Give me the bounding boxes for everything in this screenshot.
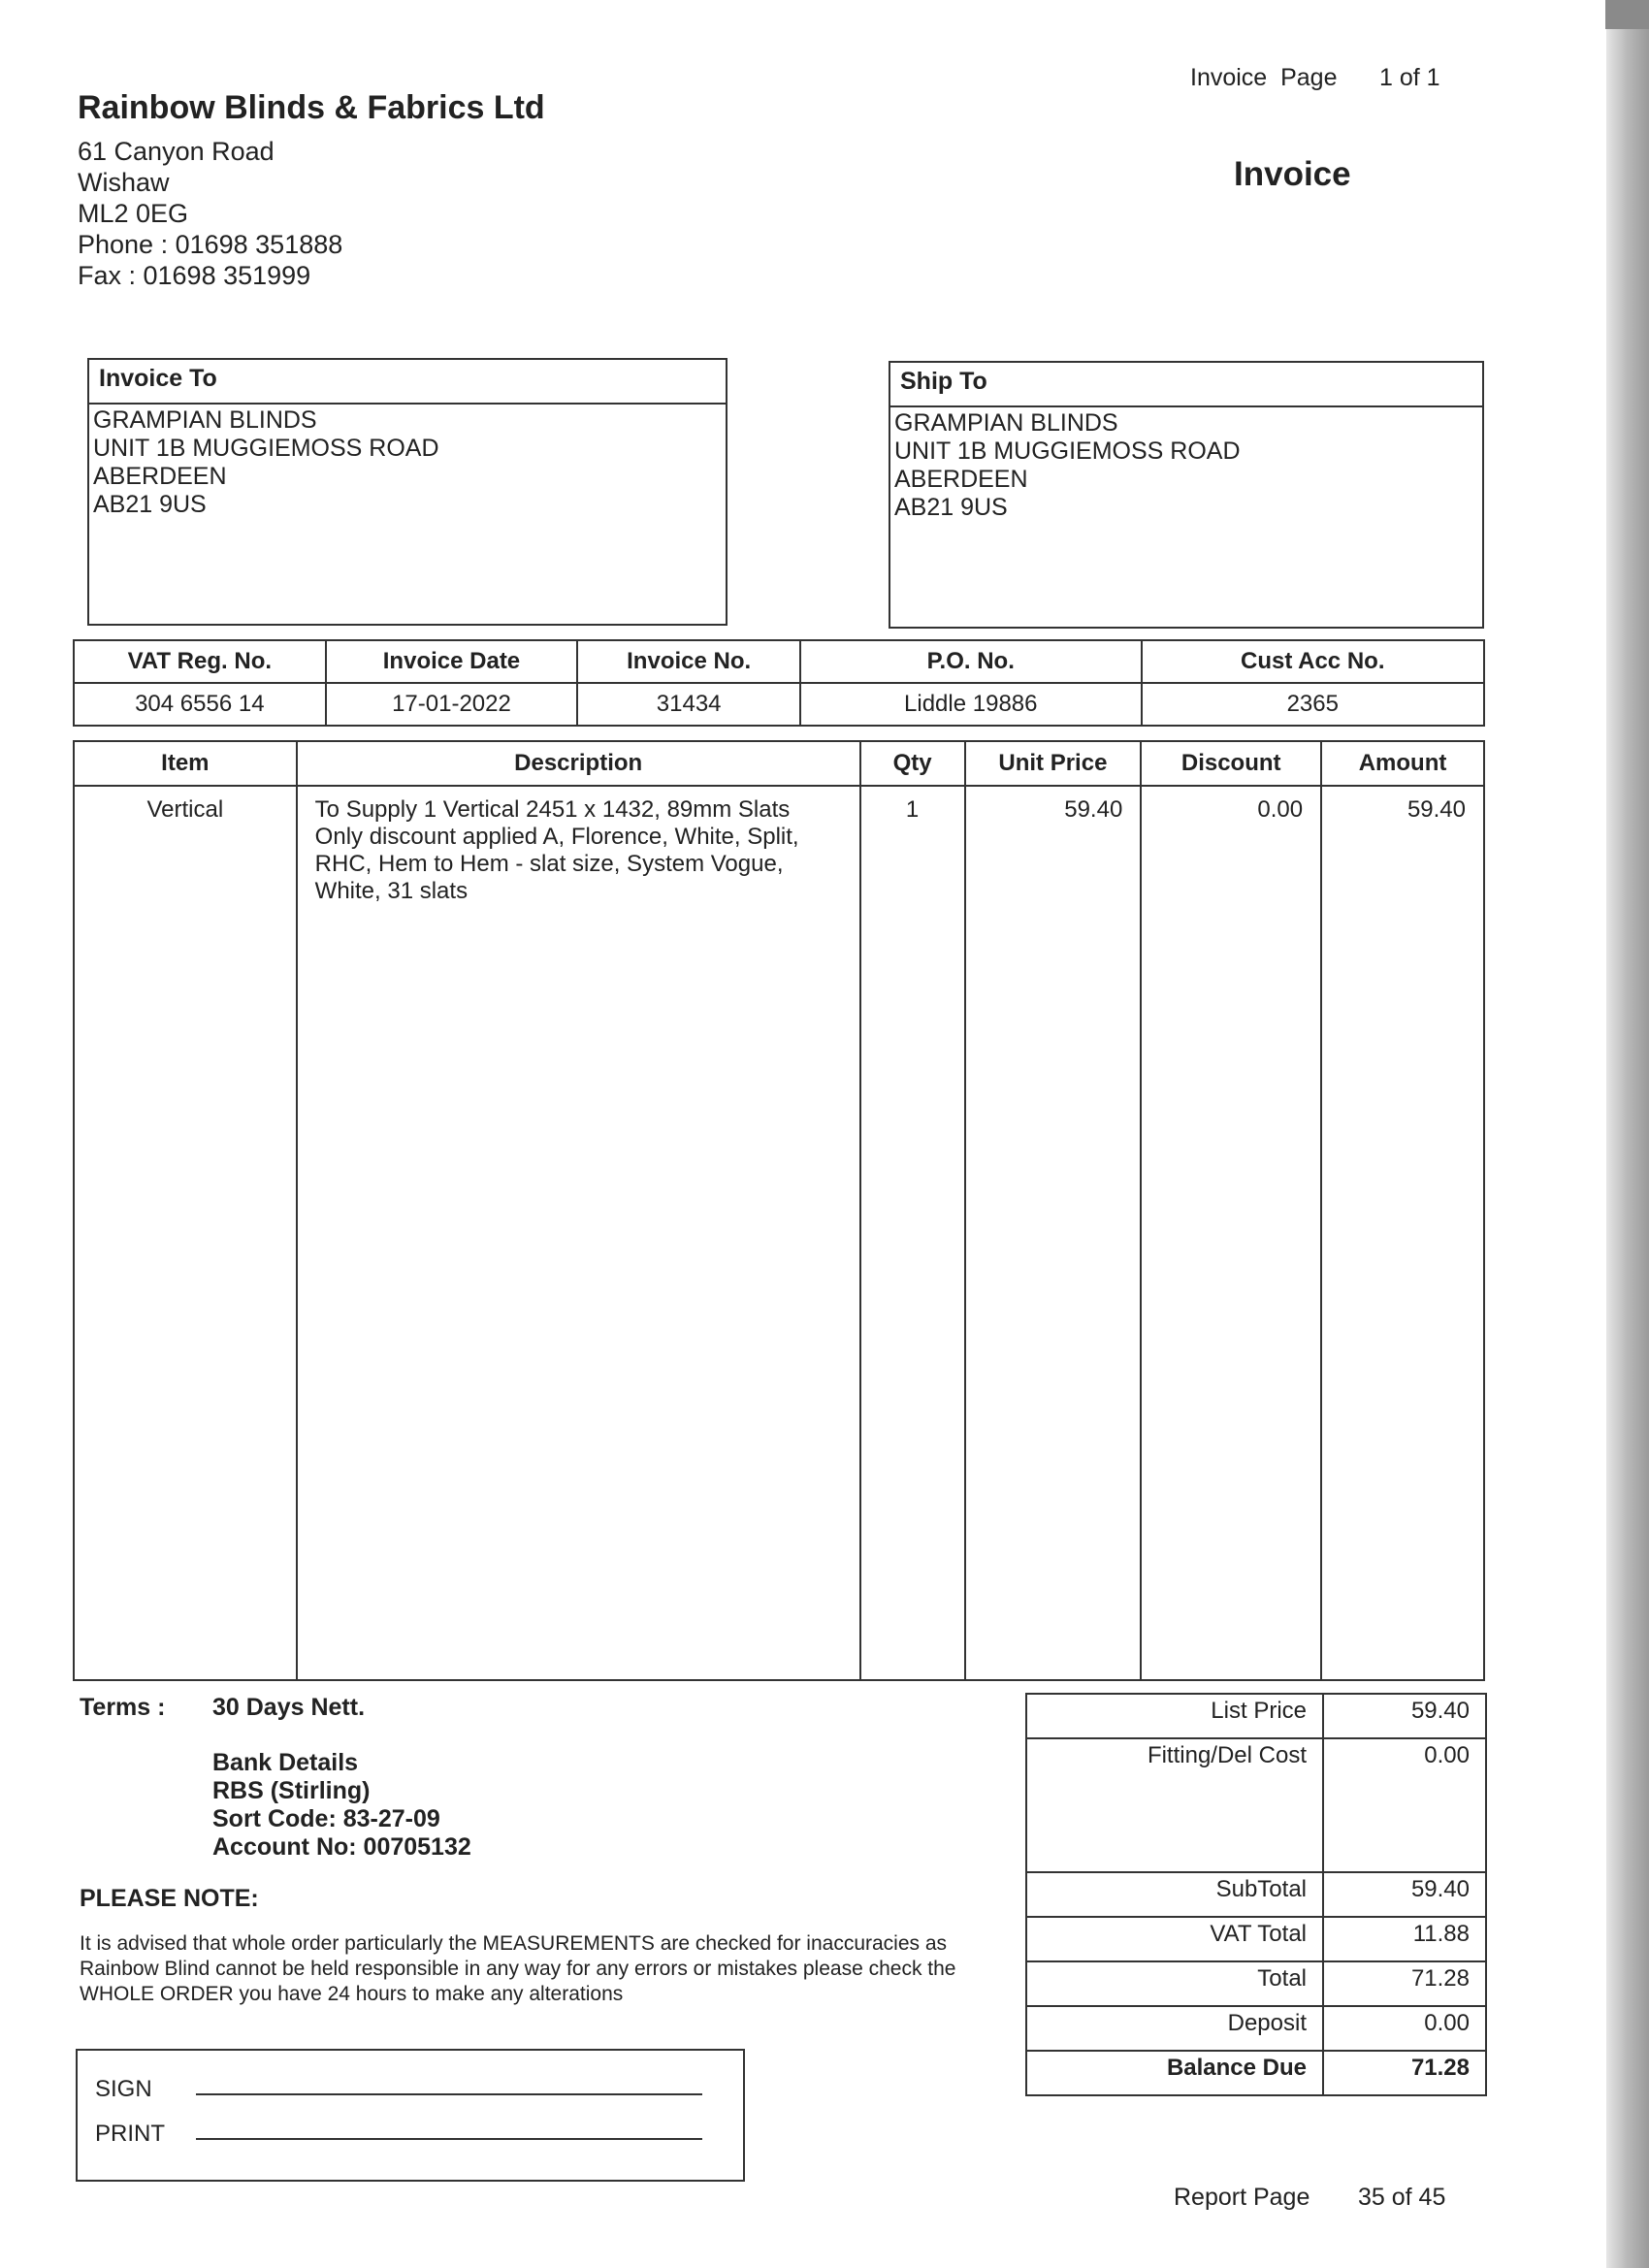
amount-header: Amount [1321,741,1484,786]
invoice-to-line: UNIT 1B MUGGIEMOSS ROAD [93,435,439,462]
sign-label: SIGN [95,2076,152,2102]
invoice-to-heading: Invoice To [89,360,726,405]
bank-details [212,1749,471,1862]
unit-price-cell: 59.40 [965,786,1142,1680]
vat-reg-header: VAT Reg. No. [74,640,326,683]
totals-table [1025,1693,1487,2096]
sign-line[interactable] [196,2093,702,2095]
report-page-value: 35 of 45 [1358,2184,1446,2211]
meta-value-row [74,683,1484,726]
scan-corner [1605,0,1649,29]
company-address [78,136,342,291]
totals-row [1026,1872,1486,1917]
vat-reg-value: 304 6556 14 [74,683,326,726]
bank-name: RBS (Stirling) [212,1777,371,1804]
meta-header-row [74,640,1484,683]
invoice-date-value: 17-01-2022 [326,683,578,726]
note-heading: PLEASE NOTE: [80,1885,259,1912]
document-title: Invoice [1234,155,1351,193]
invoice-to-line: AB21 9US [93,491,207,518]
account-number: Account No: 00705132 [212,1833,471,1861]
invoice-page-value: 1 of 1 [1379,64,1440,91]
amount-cell: 59.40 [1321,786,1484,1680]
invoice-no-value: 31434 [577,683,800,726]
cust-acc-value: 2365 [1142,683,1484,726]
terms-label: Terms : [80,1694,166,1721]
items-header-row [74,741,1484,786]
ship-to-line: ABERDEEN [894,466,1028,493]
deposit-label: Deposit [1026,2006,1323,2051]
deposit-value: 0.00 [1323,2006,1486,2051]
po-no-header: P.O. No. [800,640,1141,683]
fitting-value: 0.00 [1323,1738,1486,1872]
invoice-meta-table [73,639,1485,727]
report-page-label: Report Page [1174,2184,1310,2211]
fitting-label: Fitting/Del Cost [1026,1738,1323,1872]
vat-total-label: VAT Total [1026,1917,1323,1961]
discount-cell: 0.00 [1141,786,1321,1680]
totals-row [1026,2006,1486,2051]
item-cell: Vertical [74,786,297,1680]
totals-row [1026,1738,1486,1872]
balance-due-label: Balance Due [1026,2051,1323,2095]
ship-to-line: AB21 9US [894,494,1008,521]
qty-cell: 1 [860,786,965,1680]
bank-details-heading: Bank Details [212,1749,359,1776]
description-header: Description [297,741,860,786]
scan-edge [1606,0,1649,2268]
invoice-to-line: GRAMPIAN BLINDS [93,406,317,434]
ship-to-address [890,407,1482,524]
address-line: 61 Canyon Road [78,137,275,166]
total-label: Total [1026,1961,1323,2006]
vat-total-value: 11.88 [1323,1917,1486,1961]
ship-to-line: UNIT 1B MUGGIEMOSS ROAD [894,437,1241,465]
line-items-table [73,740,1485,1681]
qty-header: Qty [860,741,965,786]
sort-code: Sort Code: 83-27-09 [212,1805,440,1832]
unit-price-header: Unit Price [965,741,1142,786]
total-value: 71.28 [1323,1961,1486,2006]
terms-value: 30 Days Nett. [212,1694,366,1721]
cust-acc-header: Cust Acc No. [1142,640,1484,683]
list-price-value: 59.40 [1323,1694,1486,1738]
address-line: ML2 0EG [78,199,189,228]
totals-row [1026,1917,1486,1961]
invoice-page-label: Invoice Page [1190,64,1338,91]
po-no-value: Liddle 19886 [800,683,1141,726]
invoice-to-line: ABERDEEN [93,463,227,490]
address-line: Wishaw [78,168,170,197]
subtotal-label: SubTotal [1026,1872,1323,1917]
invoice-no-header: Invoice No. [577,640,800,683]
invoice-date-header: Invoice Date [326,640,578,683]
print-label: PRINT [95,2121,165,2147]
print-line[interactable] [196,2138,702,2140]
list-price-label: List Price [1026,1694,1323,1738]
company-name: Rainbow Blinds & Fabrics Ltd [78,89,545,126]
ship-to-box [889,361,1484,629]
discount-header: Discount [1141,741,1321,786]
ship-to-heading: Ship To [890,363,1482,407]
company-fax: Fax : 01698 351999 [78,261,311,290]
company-phone: Phone : 01698 351888 [78,230,343,259]
ship-to-line: GRAMPIAN BLINDS [894,409,1118,437]
description-cell: To Supply 1 Vertical 2451 x 1432, 89mm Slats Only discount applied A, Florence, White, Split, RHC, Hem to Hem - slat size, System Vogue, White, 31 slats [297,786,860,1680]
table-row [74,786,1484,1680]
totals-row [1026,2051,1486,2095]
balance-due-value: 71.28 [1323,2051,1486,2095]
subtotal-value: 59.40 [1323,1872,1486,1917]
signature-box [76,2049,745,2182]
note-text: It is advised that whole order particularly the MEASUREMENTS are checked for inaccuracies as Rainbow Blind cannot be held responsible in any way for any errors or mistakes please check the WHOLE ORDER you have 24 hours to make any alterations [80,1932,956,2005]
totals-row [1026,1694,1486,1738]
invoice-to-address [89,405,726,521]
item-header: Item [74,741,297,786]
totals-row [1026,1961,1486,2006]
invoice-to-box [87,358,728,626]
